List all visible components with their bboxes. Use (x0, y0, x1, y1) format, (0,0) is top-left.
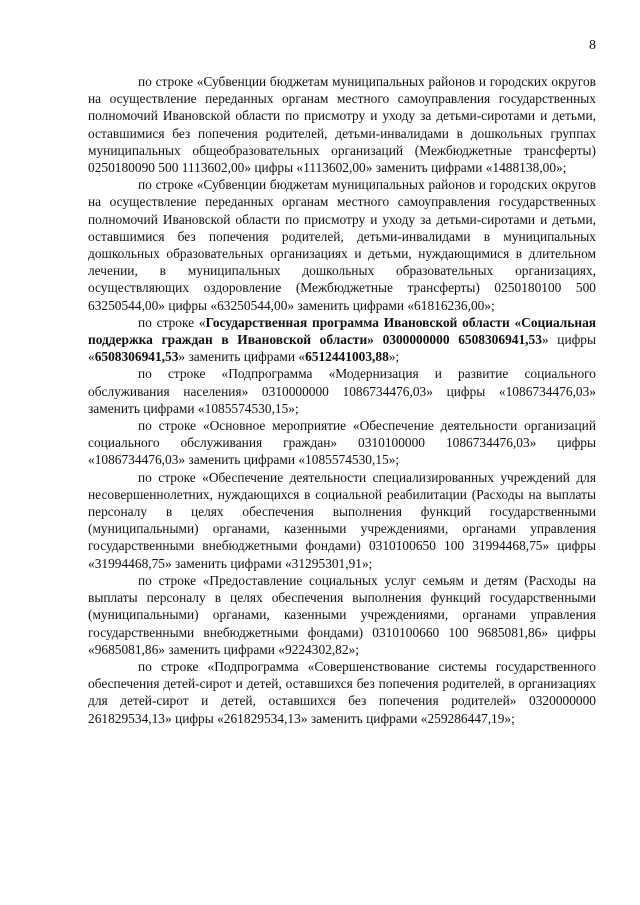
paragraph-text: по строке « (138, 314, 206, 330)
paragraph-text: »; (388, 349, 400, 365)
paragraph (88, 658, 596, 727)
paragraph-text: по строке «Подпрограмма «Модернизация и развитие социального обслуживания населения» 0310000000 1086734476,03» цифры «1086734476,03» заменить цифрами «1085574530,15»; (88, 366, 596, 416)
paragraph-text: по строке «Обеспечение деятельности специализированных учреждений для несовершеннолетних, нуждающихся в социальной реабилитации (Расходы на выплаты персоналу в целях обеспечения выполнения функций государственными (муниципальными) органами, казенными учреждениями, органами управления государственными внебюджетными фондами) 0310100650 100 31994468,75» цифры «31994468,75» заменить цифрами «31295301,91»; (88, 469, 596, 571)
paragraph (88, 365, 596, 417)
document-body (88, 73, 596, 727)
paragraph (88, 469, 596, 572)
page-number: 8 (589, 38, 596, 53)
paragraph (88, 73, 596, 176)
paragraph (88, 572, 596, 658)
paragraph-text: по строке «Основное мероприятие «Обеспечение деятельности организаций социального обслуживания граждан» 0310100000 1086734476,03» цифры «1086734476,03» заменить цифрами «1085574530,15»; (88, 418, 596, 468)
paragraph-text: по строке «Субвенции бюджетам муниципальных районов и городских округов на осуществление переданных органам местного самоуправления государственных полномочий Ивановской области по присмотру и уходу за детьми-сиротами и детьми, оставшимися без попечения родителей, детьми-инвалидами в муниципальных дошкольных образовательных организациях и детьми, нуждающимися в длительном лечении, в муниципальных дошкольных образовательных организациях, осуществляющих оздоровление (Межбюджетные трансферты) 0250180100 500 63250544,00» цифры «63250544,00» заменить цифрами «61816236,00»; (88, 177, 596, 313)
bold-text: 6508306941,53 (94, 349, 179, 365)
paragraph (88, 417, 596, 469)
paragraph (88, 176, 596, 314)
paragraph-text: по строке «Подпрограмма «Совершенствование системы государственного обеспечения детей-сирот и детей, оставшихся без попечения родителей, в организациях для детей-сирот и детей, оставшихся без попечения родителей» 0320000000 261829534,13» цифры «261829534,13» заменить цифрами «259286447,19»; (88, 658, 596, 726)
paragraph-text: по строке «Субвенции бюджетам муниципальных районов и городских округов на осуществление переданных органам местного самоуправления государственных полномочий Ивановской области по присмотру и уходу за детьми-сиротами и детьми, оставшимися без попечения родителей, детьми-инвалидами в дошкольных группах муниципальных общеобразовательных организаций (Межбюджетные трансферты) 0250180090 500 1113602,00» цифры «1113602,00» заменить цифрами «1488138,00»; (88, 74, 596, 176)
paragraph-text: » цифры « (88, 332, 596, 365)
paragraph-text: » заменить цифрами « (178, 349, 306, 365)
bold-text: 6512441003,88 (305, 349, 389, 365)
bold-text: Государственная программа Ивановской области «Социальная поддержка граждан в Ивановской области» 0300000000 6508306941,53 (88, 314, 597, 348)
paragraph (88, 314, 596, 366)
paragraph-text: по строке «Предоставление социальных услуг семьям и детям (Расходы на выплаты персоналу в целях обеспечения выполнения функций государственными (муниципальными) органами, казенными учреждениями, органами управления государственными внебюджетными фондами) 0310100660 100 9685081,86» цифры «9685081,86» заменить цифрами «9224302,82»; (88, 572, 596, 657)
